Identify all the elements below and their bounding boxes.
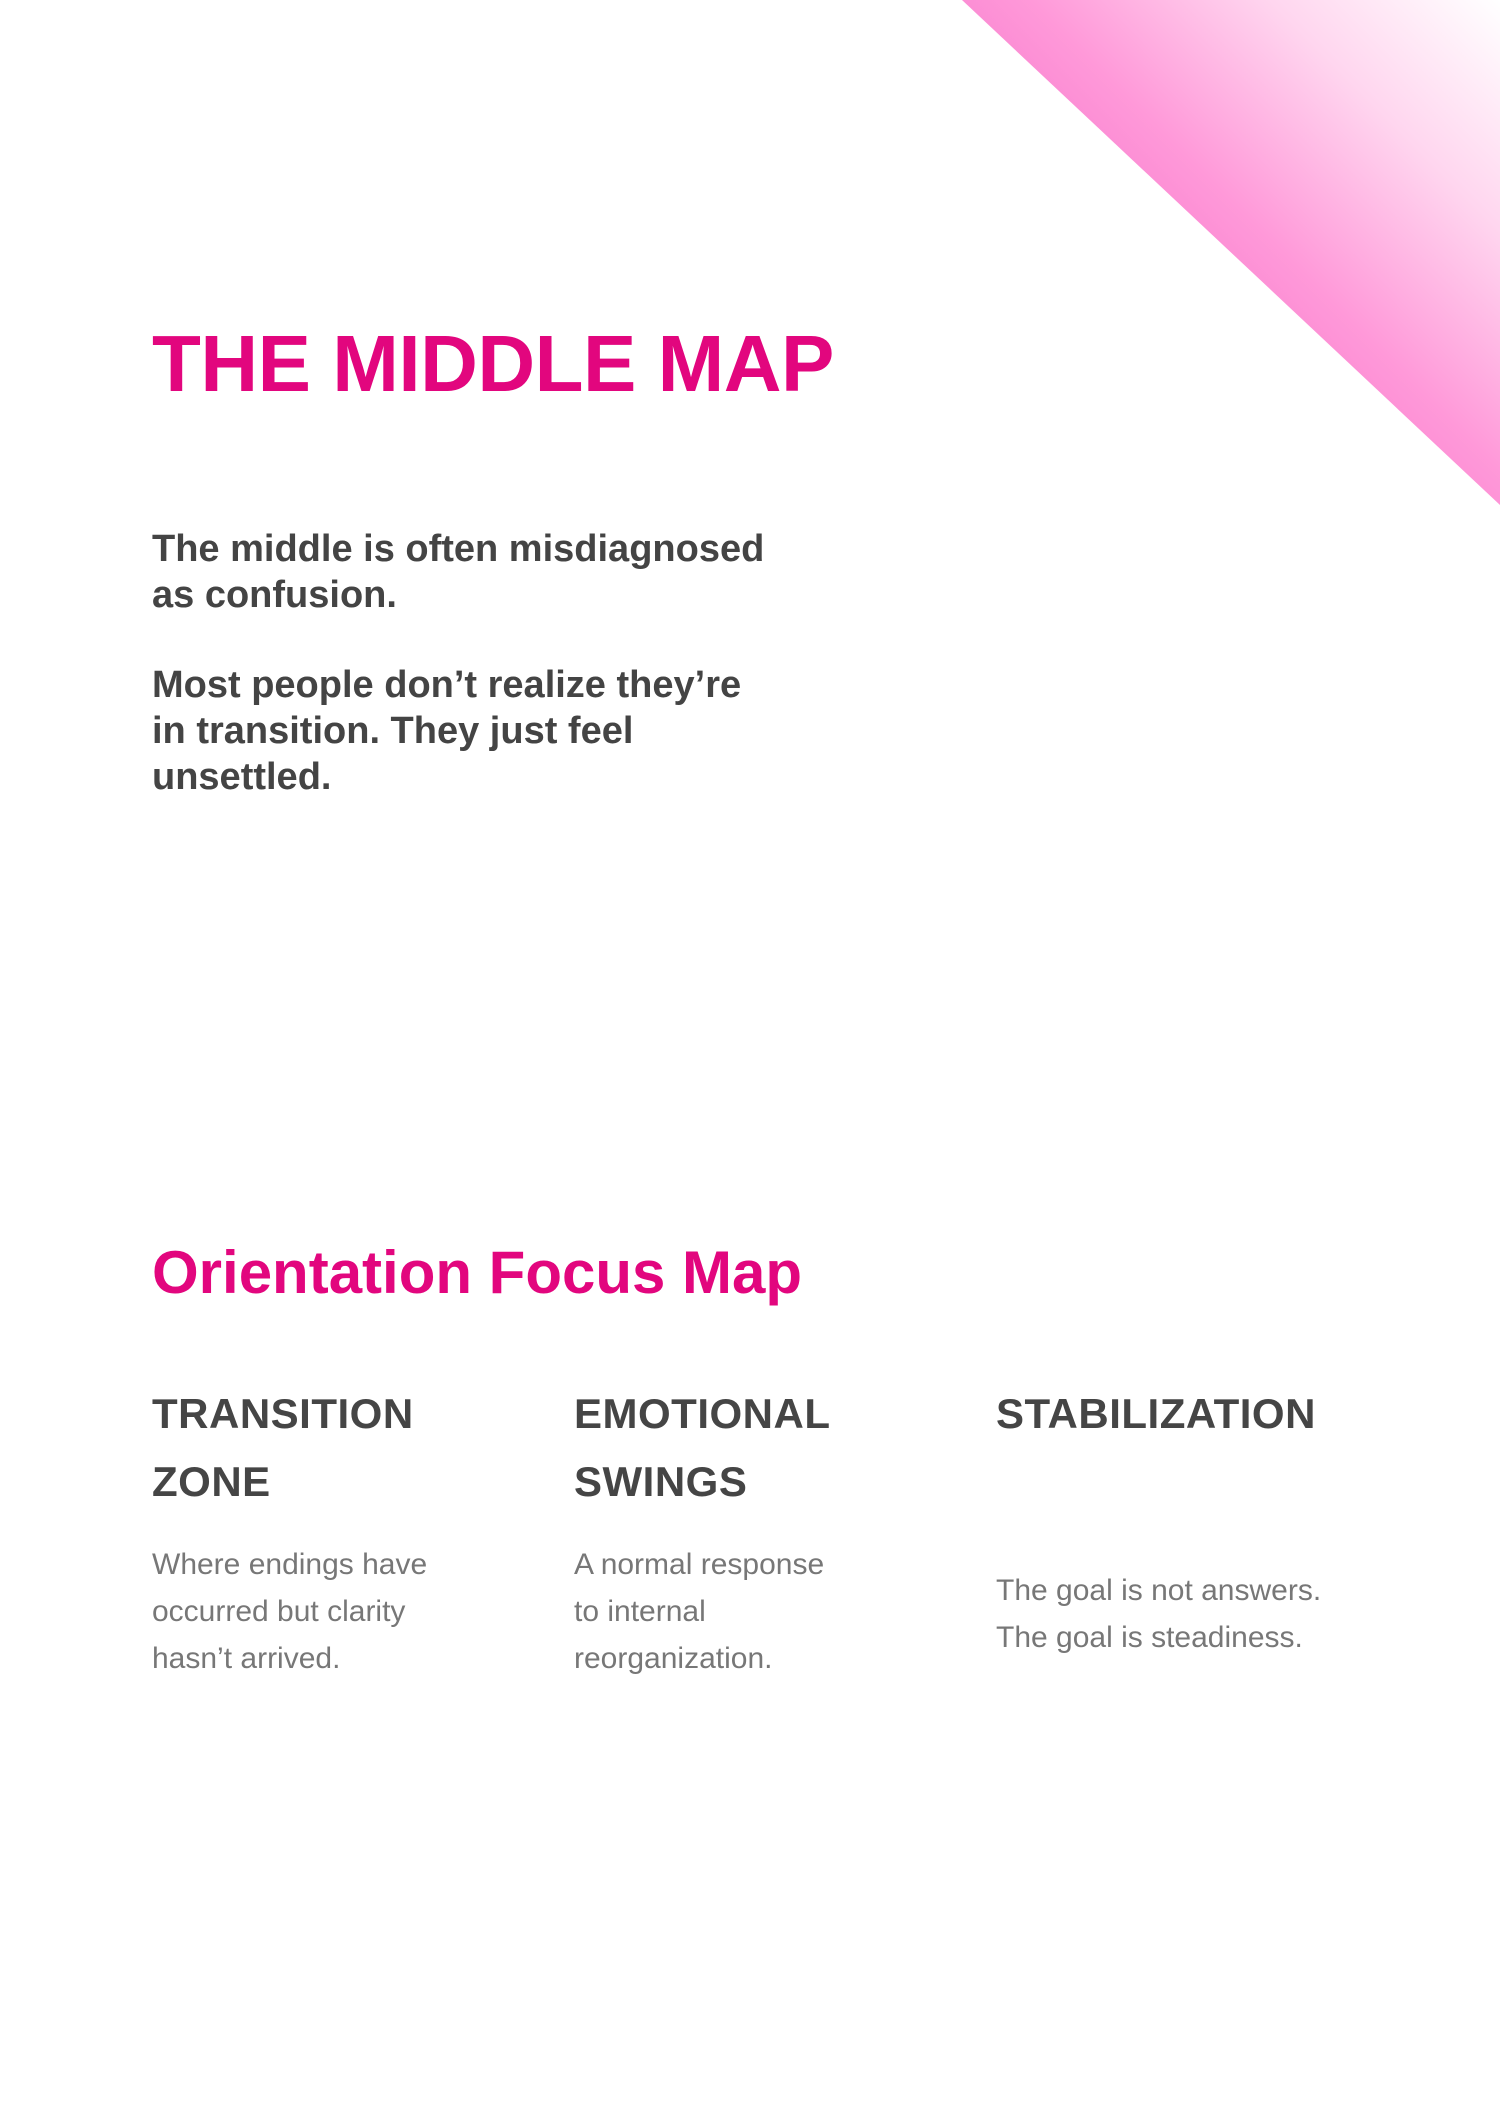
column-description: A normal response to internal reorganization. (574, 1548, 825, 1675)
corner-gradient-decoration (962, 0, 1500, 505)
focus-column-emotional-swings (574, 1380, 934, 1682)
section-title: Orientation Focus Map (152, 1239, 803, 1306)
focus-column-stabilization (996, 1380, 1376, 1661)
column-heading: TRANSITION ZONE (152, 1390, 414, 1505)
column-description: The goal is not answers. The goal is steadiness. (996, 1574, 1322, 1654)
intro-paragraph-2: Most people don’t realize they’re in transition. They just feel unsettled. (152, 664, 742, 798)
page-title: THE MIDDLE MAP (152, 319, 834, 408)
column-heading: EMOTIONAL SWINGS (574, 1390, 830, 1505)
column-description: Where endings have occurred but clarity hasn’t arrived. (152, 1548, 428, 1675)
intro-paragraph-1: The middle is often misdiagnosed as confusion. (152, 528, 765, 616)
focus-column-transition-zone (152, 1380, 512, 1682)
column-heading: STABILIZATION (996, 1390, 1316, 1437)
